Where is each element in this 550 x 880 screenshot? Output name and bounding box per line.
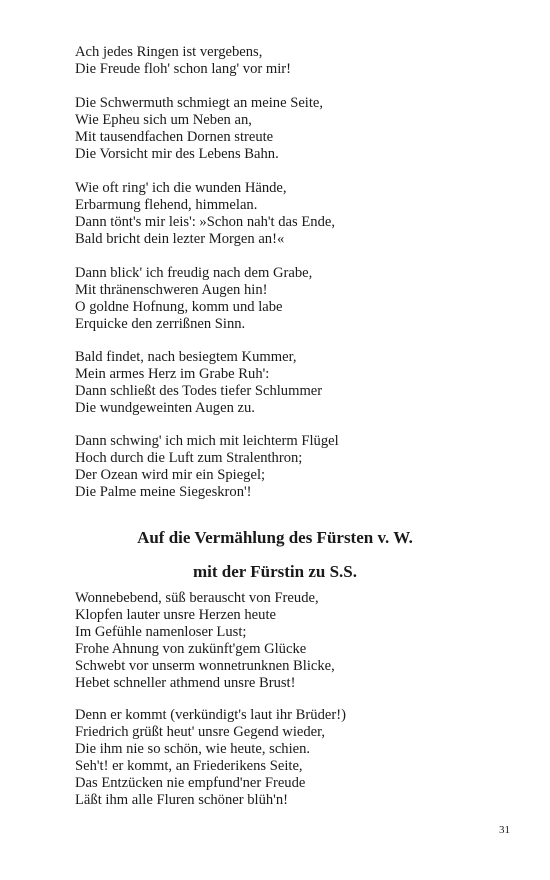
- verse-line: Bald findet, nach besiegtem Kummer,: [75, 349, 297, 365]
- verse-line: Mit tausendfachen Dornen streute: [75, 129, 274, 145]
- poem-title-line-2: mit der Fürstin zu S.S.: [192, 562, 358, 581]
- verse-line: Wonnebebend, süß berauscht von Freude,: [75, 590, 319, 606]
- stanza: [75, 349, 495, 417]
- verse-line: O goldne Hofnung, komm und labe: [75, 299, 283, 315]
- verse-line: Friedrich grüßt heut' unsre Gegend wieder,: [75, 724, 326, 740]
- poem-upper: [75, 44, 495, 78]
- poem-lower-stanza-2: [75, 707, 495, 809]
- verse-line: Hoch durch die Luft zum Stralenthron;: [75, 450, 303, 466]
- stanza: [75, 95, 495, 163]
- verse-line: Dann schließt des Todes tiefer Schlummer: [75, 383, 323, 399]
- verse-line: Schwebt vor unserm wonnetrunknen Blicke,: [75, 658, 335, 674]
- verse-line: Mit thränenschweren Augen hin!: [75, 282, 268, 298]
- verse-line: Die Vorsicht mir des Lebens Bahn.: [75, 146, 279, 162]
- poem-upper-stanza-5: [75, 349, 495, 417]
- verse-line: Läßt ihm alle Fluren schöner blüh'n!: [75, 792, 288, 808]
- verse-line: Denn er kommt (verkündigt's laut ihr Brüder!): [75, 707, 346, 723]
- verse-line: Die Freude floh' schon lang' vor mir!: [75, 61, 292, 77]
- stanza: [75, 707, 495, 809]
- poem-title-line-1: Auf die Vermählung des Fürsten v. W.: [137, 528, 413, 547]
- verse-line: Dann blick' ich freudig nach dem Grabe,: [75, 265, 313, 281]
- verse-line: Erquicke den zerrißnen Sinn.: [75, 316, 246, 332]
- verse-line: Die Palme meine Siegeskron'!: [75, 484, 252, 500]
- stanza: [75, 590, 495, 692]
- verse-line: Dann tönt's mir leis': »Schon nah't das Ende,: [75, 214, 336, 230]
- verse-line: Der Ozean wird mir ein Spiegel;: [75, 467, 266, 483]
- verse-line: Im Gefühle namenloser Lust;: [75, 624, 247, 640]
- verse-line: Mein armes Herz im Grabe Ruh':: [75, 366, 270, 382]
- verse-line: Wie Epheu sich um Neben an,: [75, 112, 252, 128]
- stanza: [75, 44, 495, 78]
- poem-lower-stanza-1: [75, 590, 495, 692]
- verse-line: Seh't! er kommt, an Friederikens Seite,: [75, 758, 303, 774]
- verse-line: Erbarmung flehend, himmelan.: [75, 197, 258, 213]
- verse-line: Wie oft ring' ich die wunden Hände,: [75, 180, 287, 196]
- verse-line: Das Entzücken nie empfund'ner Freude: [75, 775, 306, 791]
- poem-upper-stanza-6: [75, 433, 495, 501]
- page-number: 31: [499, 824, 510, 836]
- verse-line: Dann schwing' ich mich mit leichterm Flügel: [75, 433, 339, 449]
- verse-line: Hebet schneller athmend unsre Brust!: [75, 675, 296, 691]
- poem-upper-stanza-4: [75, 265, 495, 333]
- verse-line: Frohe Ahnung von zukünft'gem Glücke: [75, 641, 307, 657]
- verse-line: Ach jedes Ringen ist vergebens,: [75, 44, 263, 60]
- verse-line: Die wundgeweinten Augen zu.: [75, 400, 255, 416]
- verse-line: Klopfen lauter unsre Herzen heute: [75, 607, 276, 623]
- verse-line: Die Schwermuth schmiegt an meine Seite,: [75, 95, 324, 111]
- stanza: [75, 180, 495, 248]
- poem-upper-stanza-2: [75, 95, 495, 163]
- verse-line: Die ihm nie so schön, wie heute, schien.: [75, 741, 311, 757]
- poem-upper-stanza-3: [75, 180, 495, 248]
- stanza: [75, 265, 495, 333]
- stanza: [75, 433, 495, 501]
- verse-line: Bald bricht dein lezter Morgen an!«: [75, 231, 285, 247]
